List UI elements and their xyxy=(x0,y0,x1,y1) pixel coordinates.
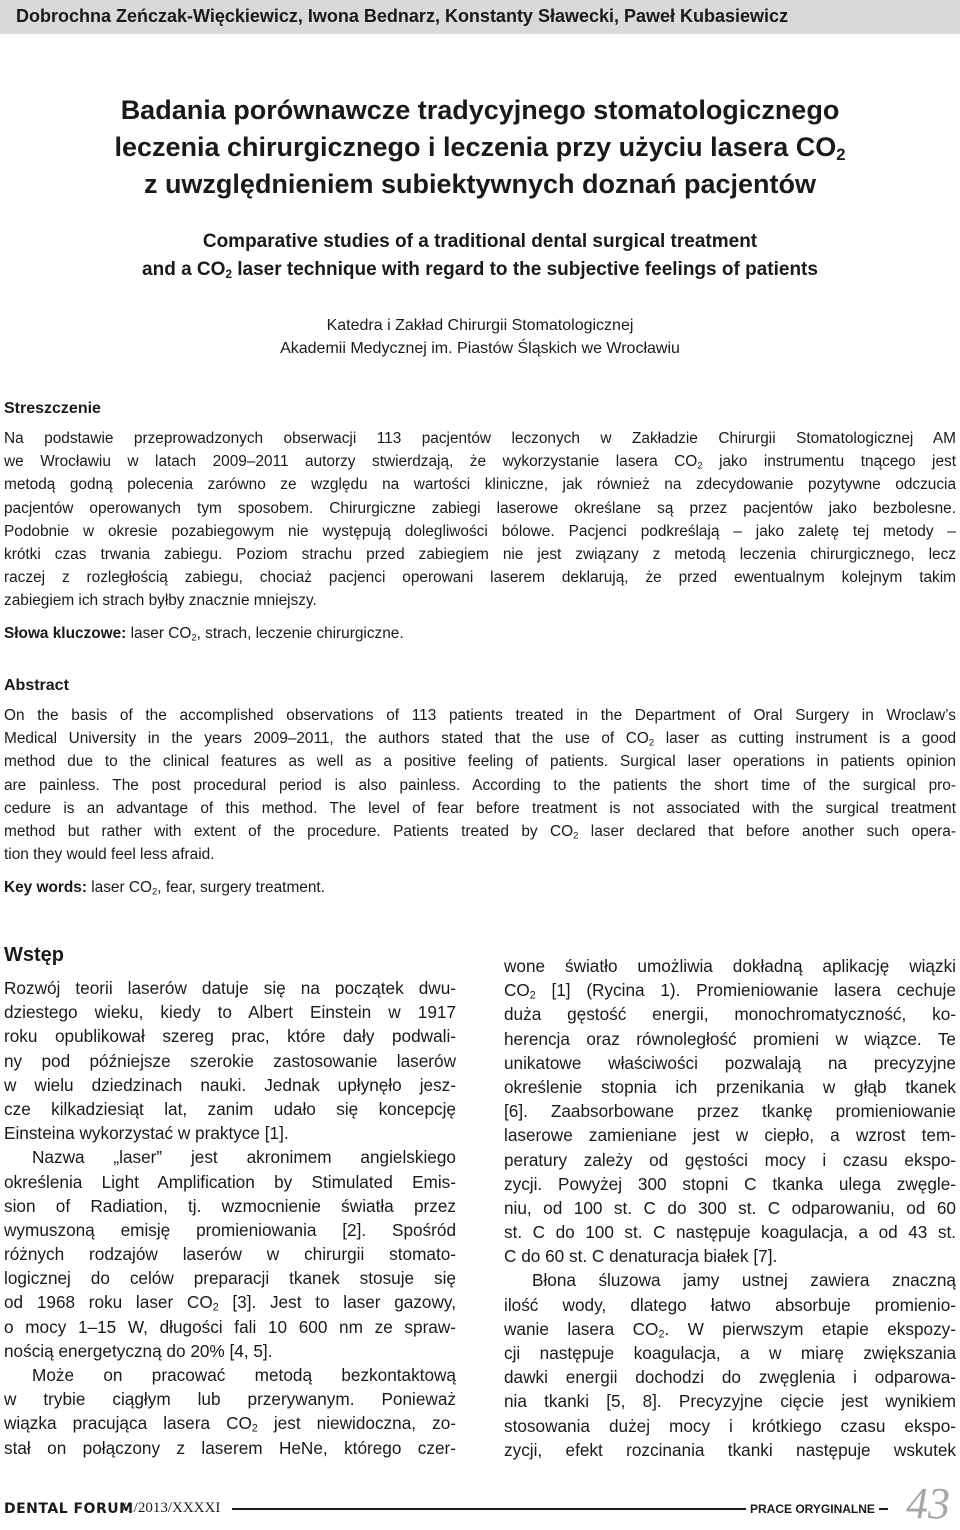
text-line: roku opublikował szereg prac, które dały podwali- xyxy=(4,1026,456,1047)
text-line: sion of Radiation, tj. wzmocnienie światła przez xyxy=(4,1195,456,1216)
streszczenie-heading: Streszczenie xyxy=(4,400,101,417)
text-line: ny pod późniejsze szerokie zastosowanie laserów xyxy=(4,1050,456,1071)
text-line: Einsteina wykorzystać w praktyce [1]. xyxy=(4,1123,289,1144)
keywords-label: Key words: xyxy=(4,879,87,896)
section-label: PRACE ORYGINALNE xyxy=(746,1502,879,1516)
subscript: 2 xyxy=(697,460,703,472)
text-span: jako instrumentu tnącego jest xyxy=(702,453,956,471)
text-line: nością energetyczną do 20% [4, 5]. xyxy=(4,1340,273,1361)
body-column-right xyxy=(504,954,956,1462)
text-line: are painless. The post procedural period is also painless. According to the patients the short time of the surgical pro- xyxy=(4,776,956,794)
text-line: cji następuje koagulacja, a w miarę zwiększania xyxy=(504,1343,956,1363)
keywords-english xyxy=(4,879,325,897)
text-line: Na podstawie przeprowadzonych obserwacji 113 pacjentów leczonych w Zakładzie Chirurgii Stomatologicznej AM xyxy=(4,430,956,447)
title-english xyxy=(0,228,960,284)
page-number: 43 xyxy=(906,1479,950,1528)
subscript: 2 xyxy=(529,989,536,1002)
text-span: laser CO xyxy=(126,625,192,642)
text-line xyxy=(4,820,956,843)
title-pl-line2-text: leczenia chirurgicznego i leczenia przy użyciu lasera CO xyxy=(114,132,837,162)
text-line: nia tkanki [5, 8]. Precyzyjne cięcie jest wynikiem xyxy=(504,1391,956,1412)
keywords-polish xyxy=(4,625,404,643)
text-line: method due to the clinical features as well as a positive feeling of patients. Surgical laser operations in patients opinion xyxy=(4,753,956,771)
subscript: 2 xyxy=(151,886,158,898)
text-line: określenie stopnia ich przenikania w głąb tkanek xyxy=(504,1076,956,1097)
text-line: logicznej do celów preparacji tkanek stosuje się xyxy=(4,1268,456,1289)
header-bar xyxy=(0,0,960,34)
subscript: 2 xyxy=(212,1302,219,1315)
text-line: laserowe zamieniane jest w ciepło, a wzrost tem- xyxy=(504,1125,956,1146)
text-line: zycji. Powyżej 300 stopni C tkanka ulega zwęgle- xyxy=(504,1173,956,1194)
text-line: różnych rodzajów laserów w chirurgii stomato- xyxy=(4,1244,456,1265)
text-line: określenia Light Amplification by Stimulated Emis- xyxy=(4,1171,456,1192)
text-line xyxy=(4,1411,456,1435)
text-line: C do 60 st. C denaturacja białek [7]. xyxy=(504,1246,778,1267)
text-line xyxy=(504,978,956,1002)
text-line: cedure is an advantage of this method. The level of fear before treatment is not associated with the surgical treatment xyxy=(4,799,956,817)
text-line: o mocy 1–15 W, długości fali 10 600 nm ze spraw- xyxy=(4,1316,456,1337)
subscript: 2 xyxy=(573,830,579,842)
text-line xyxy=(504,1317,956,1341)
body-column-left xyxy=(4,976,456,1460)
title-en-line2-pre: and a CO xyxy=(142,259,226,280)
wstep-heading: Wstęp xyxy=(4,944,64,966)
text-span: Medical University in the years 2009–2011, the authors stated that the use of CO xyxy=(4,730,649,748)
text-line xyxy=(4,727,956,750)
journal-name: DENTAL FORUM xyxy=(4,1501,134,1517)
text-span: laser declared that before another such opera- xyxy=(578,822,956,840)
text-line: stosowania dużej mocy i krótkiego czasu ekspo- xyxy=(504,1415,956,1436)
subscript: 2 xyxy=(836,145,846,165)
title-en-line2-post: laser technique with regard to the subjective feelings of patients xyxy=(231,259,818,280)
text-line xyxy=(4,450,956,473)
affiliation-line2: Akademii Medycznej im. Piastów Śląskich we Wrocławiu xyxy=(280,340,680,357)
text-line: Podobnie w okresie pozabiegowym nie występują dolegliwości bólowe. Pacjenci podkreślają – jako zaletę tej metody – xyxy=(4,522,956,540)
text-line: wone światło umożliwia dokładną aplikację wiązki xyxy=(504,956,956,976)
title-pl-line2 xyxy=(0,129,960,166)
text-span: we Wrocławiu w latach 2009–2011 autorzy stwierdzają, że wykorzystanie lasera CO xyxy=(4,453,698,471)
text-line: On the basis of the accomplished observations of 113 patients treated in the Department of Oral Surgery in Wroclaw’s xyxy=(4,707,956,724)
subscript: 2 xyxy=(648,737,655,749)
text-span: . W pierwszym etapie ekspozy- xyxy=(664,1318,956,1339)
journal-issue: /1/2013/XXXXI xyxy=(122,1500,221,1516)
text-span: [1] (Rycina 1). Promieniowanie lasera cechuje xyxy=(535,980,956,1001)
text-line: ilość wody, dlatego łatwo absorbuje promienio- xyxy=(504,1294,956,1315)
text-line: Może on pracować metodą bezkontaktową xyxy=(32,1365,456,1385)
text-line: zabiegiem ich strach byłby znacznie mniejszy. xyxy=(4,592,317,610)
text-line: stał on połączony z laserem HeNe, którego czer- xyxy=(4,1437,456,1458)
subscript: 2 xyxy=(251,1423,258,1436)
text-span: od 1968 roku laser CO xyxy=(4,1292,213,1313)
text-span: laser as cutting instrument is a good xyxy=(654,730,956,748)
abstract-heading: Abstract xyxy=(4,677,69,694)
text-line: metodą godną polecenia zarówno ze względu na wartości kliniczne, jak również na zdecydowanie pozytywne odczucia xyxy=(4,476,956,494)
title-en-line1: Comparative studies of a traditional dental surgical treatment xyxy=(202,231,758,252)
text-line: [6]. Zaabsorbowane przez tkankę promieniowanie xyxy=(504,1101,956,1122)
text-line: peratury zależy od gęstości mocy i czasu ekspo- xyxy=(504,1149,956,1170)
title-polish xyxy=(0,92,960,203)
streszczenie-text xyxy=(4,427,956,613)
keywords-label: Słowa kluczowe: xyxy=(4,625,127,642)
text-line xyxy=(4,1290,456,1314)
text-span: jest niewidoczna, zo- xyxy=(257,1413,456,1434)
text-line: tion they would feel less afraid. xyxy=(4,846,215,864)
text-line: krótki czas trwania zabiegu. Poziom strachu przed zabiegiem nie jest związany z metodą leczenia chirurgicznego, lecz xyxy=(4,545,956,563)
text-span: wiązka pracująca lasera CO xyxy=(4,1413,252,1434)
text-line: w trybie ciągłym lub przerywanym. Ponieważ xyxy=(4,1389,456,1410)
affiliation xyxy=(0,314,960,360)
abstract-text xyxy=(4,704,956,866)
text-line: raczej z rozległością zabiegu, chociaż pacjenci operowani laserem deklarują, że przed ewentualnym kolejnym takim xyxy=(4,569,956,587)
text-line: zycji, efekt rozcinania tkanki następuje wskutek xyxy=(504,1439,956,1460)
text-line: niu, od 100 st. C do 300 st. C odparowaniu, od 60 xyxy=(504,1197,956,1218)
title-en-line2 xyxy=(0,256,960,284)
subscript: 2 xyxy=(225,267,232,281)
text-line: dawki energii dochodzi do zwęglenia i odparowa- xyxy=(504,1367,956,1388)
authors: Dobrochna Zeńczak-Więckiewicz, Iwona Bednarz, Konstanty Sławecki, Paweł Kubasiewicz xyxy=(16,6,789,26)
text-line: st. C do 100 st. C następuje koagulacja, a od 43 st. xyxy=(504,1222,956,1243)
title-pl-line1: Badania porównawcze tradycyjnego stomatologicznego xyxy=(120,95,840,125)
text-span: method but rather with extent of the procedure. Patients treated by CO xyxy=(4,822,574,840)
text-line: wymuszoną emisję promieniowania [2]. Spośród xyxy=(4,1219,456,1240)
text-line: herencja oraz równoległość promieni w wiązce. Te xyxy=(504,1028,956,1049)
subscript: 2 xyxy=(191,632,197,644)
text-line: unikatowe właściwości pozwalają na precyzyjne xyxy=(504,1052,956,1073)
text-line: Błona śluzowa jamy ustnej zawiera znaczną xyxy=(532,1270,956,1291)
text-span: CO xyxy=(504,980,530,1001)
text-line: pacjentów operowanych tym sposobem. Chirurgiczne zabiegi laserowe określane są przez pacjentów jako bezbolesne. xyxy=(4,499,956,517)
text-line: w wielu dziedzinach nauki. Jednak upłynęło jesz- xyxy=(4,1074,456,1095)
text-span: wanie lasera CO xyxy=(504,1318,659,1339)
text-line: duża gęstość energii, monochromatyczność, ko- xyxy=(504,1004,956,1025)
text-line: Rozwój teorii laserów datuje się na początek dwu- xyxy=(4,978,456,998)
text-line: dziestego wieku, kiedy to Albert Einstein w 1917 xyxy=(4,1002,456,1023)
text-span: laser CO xyxy=(86,879,152,896)
subscript: 2 xyxy=(658,1328,665,1341)
text-span: , fear, surgery treatment. xyxy=(157,879,325,896)
text-line: Nazwa „laser” jest akronimem angielskiego xyxy=(32,1147,456,1168)
text-span: [3]. Jest to laser gazowy, xyxy=(218,1292,456,1313)
text-span: , strach, leczenie chirurgiczne. xyxy=(196,625,404,642)
title-pl-line3: z uwzględnieniem subiektywnych doznań pacjentów xyxy=(143,169,817,199)
text-line: cze kilkadziesiąt lat, zanim udało się koncepcję xyxy=(4,1098,456,1119)
affiliation-line1: Katedra i Zakład Chirurgii Stomatologicznej xyxy=(326,317,634,334)
